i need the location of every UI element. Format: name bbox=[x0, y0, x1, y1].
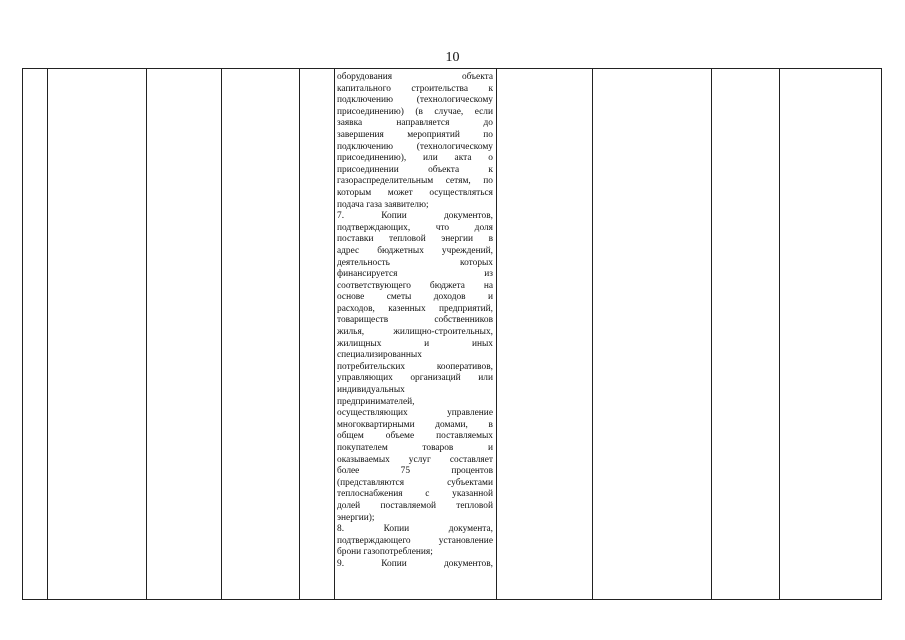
cell-text-line: оборудования объекта bbox=[337, 72, 493, 82]
cell-text-line: адрес бюджетных учреждений, bbox=[337, 245, 493, 256]
column-divider bbox=[146, 69, 147, 599]
cell-text-line: жилья, жилищно-строительных, bbox=[337, 327, 493, 338]
cell-text-line: товариществ собственников bbox=[337, 315, 493, 326]
cell-text-line: присоединении объекта к bbox=[337, 164, 493, 175]
cell-text-line: подключению (технологическому bbox=[337, 95, 493, 106]
column-divider bbox=[711, 69, 712, 599]
cell-text-line: энергии); bbox=[337, 512, 375, 523]
cell-text-line: специализированных bbox=[337, 350, 422, 361]
cell-text-line: теплоснабжения с указанной bbox=[337, 489, 493, 500]
cell-text-line: 7. Копии документов, bbox=[337, 211, 493, 222]
column-divider bbox=[592, 69, 593, 599]
cell-text-line: поставки тепловой энергии в bbox=[337, 234, 493, 245]
cell-text-line: присоединению) (в случае, если bbox=[337, 106, 493, 117]
cell-text-line: более 75 процентов bbox=[337, 466, 493, 477]
cell-text-line: жилищных и иных bbox=[337, 338, 493, 349]
column-divider bbox=[779, 69, 780, 599]
cell-text-line: основе сметы доходов и bbox=[337, 292, 493, 303]
column-divider bbox=[47, 69, 48, 599]
cell-text-line: газораспределительным сетям, по bbox=[337, 176, 493, 187]
cell-text-line: покупателем товаров и bbox=[337, 443, 493, 453]
column-divider bbox=[221, 69, 222, 599]
cell-text-line: подключению (технологическому bbox=[337, 141, 493, 152]
cell-text-line: оказываемых услуг составляет bbox=[337, 454, 493, 465]
cell-text-line: потребительских кооперативов, bbox=[337, 361, 493, 372]
column-divider bbox=[334, 69, 335, 599]
cell-text-line: подача газа заявителю; bbox=[337, 199, 429, 210]
cell-text-line: финансируется из bbox=[337, 269, 493, 280]
cell-text-line: брони газопотребления; bbox=[337, 547, 433, 558]
cell-text-line: 8. Копии документа, bbox=[337, 524, 493, 535]
cell-text-line: долей поставляемой тепловой bbox=[337, 500, 493, 511]
cell-text-line: соответствующего бюджета на bbox=[337, 280, 493, 291]
cell-text-line: многоквартирными домами, в bbox=[337, 419, 493, 430]
cell-text-line: общем объеме поставляемых bbox=[337, 431, 493, 442]
column-divider bbox=[496, 69, 497, 599]
cell-text-line: осуществляющих управление bbox=[337, 408, 493, 419]
cell-text-line: индивидуальных bbox=[337, 385, 405, 396]
cell-text-line: которым может осуществляться bbox=[337, 187, 493, 198]
cell-text-line: управляющих организаций или bbox=[337, 373, 493, 384]
cell-text-line: 9. Копии документов, bbox=[337, 558, 493, 569]
cell-text-line: деятельность которых bbox=[337, 257, 493, 268]
page-number: 10 bbox=[445, 50, 460, 65]
cell-text-line: расходов, казенных предприятий, bbox=[337, 303, 493, 314]
cell-text-line: подтверждающего установление bbox=[337, 535, 493, 546]
column-divider bbox=[299, 69, 300, 599]
cell-text-line: заявка направляется до bbox=[337, 118, 493, 129]
cell-text-line: подтверждающих, что доля bbox=[337, 222, 493, 233]
cell-text-line: (представляются субъектами bbox=[337, 477, 493, 488]
cell-text-line: завершения мероприятий по bbox=[337, 129, 493, 140]
cell-text-line: присоединению), или акта о bbox=[337, 153, 493, 164]
cell-text-line: предпринимателей, bbox=[337, 396, 415, 407]
cell-text-line: капитального строительства к bbox=[337, 83, 493, 94]
table-cell-documents bbox=[337, 72, 493, 602]
